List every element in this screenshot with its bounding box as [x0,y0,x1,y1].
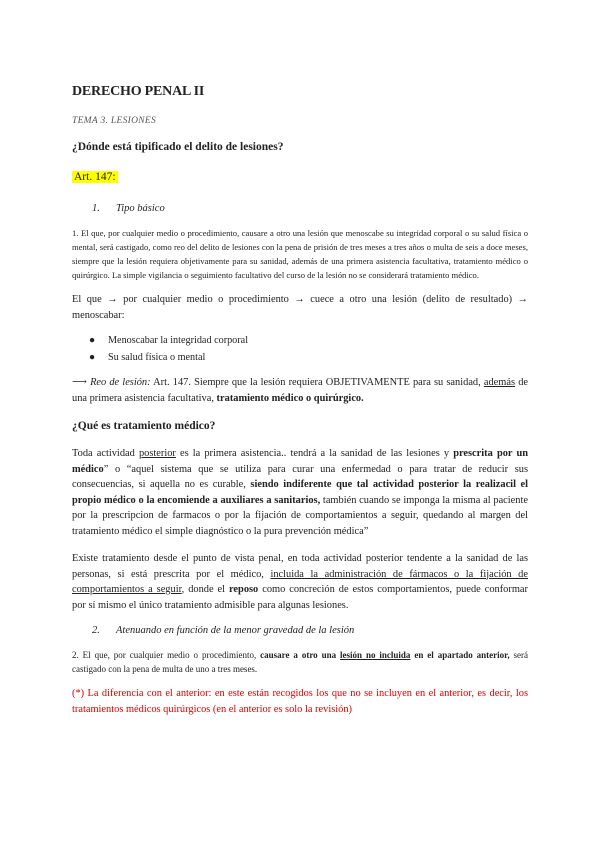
underlined-text: posterior [138,448,176,459]
text-fragment: como concreción de estos comportamientos, puede conformar por sí mismo el único tratamiento admisible para algunas lesiones. [72,584,528,611]
long-arrow-icon: ⟶ [72,377,87,388]
underlined-text: además [483,377,516,388]
text-fragment: es la primera asistencia.. tendrá a la sanidad de las lesiones y [175,448,454,459]
list-item [72,332,528,349]
note-text: La diferencia con el anterior: en este están recogidos los que no se incluyen en el anterior, es decir, los tratamientos médicos quirúrgicos (en el anterior es solo la revisión) [72,688,528,715]
text-fragment: será castigado con la pena de multa de uno a tres meses. [72,650,528,674]
text-fragment: 2. El que, por cualquier medio o procedimiento, [72,650,261,660]
tratamiento-paragraph [72,446,528,539]
explanation-paragraph [72,292,528,323]
bullet-list [72,332,528,366]
text-fragment: también cuando se imponga la misma al paciente por la prescripcion de farmacos o por la fijación de comportamientos a seguir, quedando al margen del tratamiento médico el simple diagnóstico o la pura prevención médica” [72,494,528,537]
reo-de-lesion-paragraph [72,375,528,406]
red-note-paragraph [72,686,528,718]
text-fragment: Existe tratamiento desde el punto de vista penal, en toda actividad posterior tendente a la sanidad de las personas, si está prescrita por el médico, [72,553,528,580]
underlined-text: incluida la administración de fármacos o la fijación de comportamientos a seguir [72,568,528,595]
document-title: DERECHO PENAL II [72,84,205,99]
text-fragment: por cualquier medio o procedimiento [117,294,295,305]
list-item [72,349,528,366]
legal-text-paragraph-2 [72,648,528,676]
arrow-icon: → [107,294,118,305]
section-heading-2 [92,625,528,636]
article-line [72,167,528,199]
question-heading-2: ¿Qué es tratamiento médico? [72,420,216,432]
text-fragment: El que [72,294,108,305]
topic-subtitle: TEMA 3. LESIONES [72,116,157,126]
bold-text: reposo [229,584,259,595]
existe-tratamiento-paragraph [72,551,528,613]
underlined-bold-text: lesión no incluida [340,650,411,660]
section-heading-1 [92,203,528,214]
list-item-text: Menoscabar la integridad corporal [108,335,249,346]
article-highlight: Art. 147: [74,171,116,183]
bold-text: siendo indiferente que tal actividad posterior la realizacil el propio médico o la encomiende a auxiliares a sanitarios, [72,479,528,506]
arrow-icon: → [517,294,529,305]
list-item-text: Su salud física o mental [108,352,206,363]
text-fragment: cuece a otro una lesión (delito de resultado) [304,294,518,305]
text-fragment: , donde el [181,584,229,595]
bold-text: prescrita por un médico [72,448,529,475]
text-fragment: Toda actividad [72,448,139,459]
reo-label: Reo de lesión: [90,377,151,388]
section-title: Atenuando en función de la menor gravedad de la lesión [116,625,355,636]
section-number: 1. [92,203,100,214]
section-title: Tipo básico [116,203,165,214]
bold-text: tratamiento médico o quirúrgico. [216,392,364,404]
arrow-icon: → [294,294,305,305]
text-fragment: menoscabar: [72,309,125,321]
text-fragment: ” o “aquel sistema que se utiliza para curar una enfermedad o para tratar de reducir sus consecuencias, si aquella no es curable, [72,463,528,490]
legal-text-paragraph-1: 1. El que, por cualquier medio o procedimiento, causare a otro una lesión que menoscabe su integridad corporal o su salud física o mental, será castigado, como reo del delito de lesiones con la pena de prisión de tres meses a tres años o multa de seis a doce meses, siempre que la lesión requiera objetivamente para su sanidad, además de una primera asistencia facultativa, tratamiento médico o quirúrgico. La simple vigilancia o seguimiento facultativo del curso de la lesión no se considerará tratamiento médico. [72,228,528,280]
bold-text: en el apartado anterior, [410,650,510,660]
text-fragment: Art. 147. Siempre que la lesión requiera OBJETIVAMENTE para su sanidad, [150,377,484,388]
text-fragment: de una primera asistencia facultativa, [72,377,528,404]
question-heading-1: ¿Dónde está tipificado el delito de lesiones? [72,141,284,153]
bullet-icon: ● [89,352,96,363]
asterisk-marker: (*) [72,688,85,699]
bold-text: causare a otro una [260,650,341,660]
section-number: 2. [92,625,100,636]
bullet-icon: ● [89,335,96,346]
